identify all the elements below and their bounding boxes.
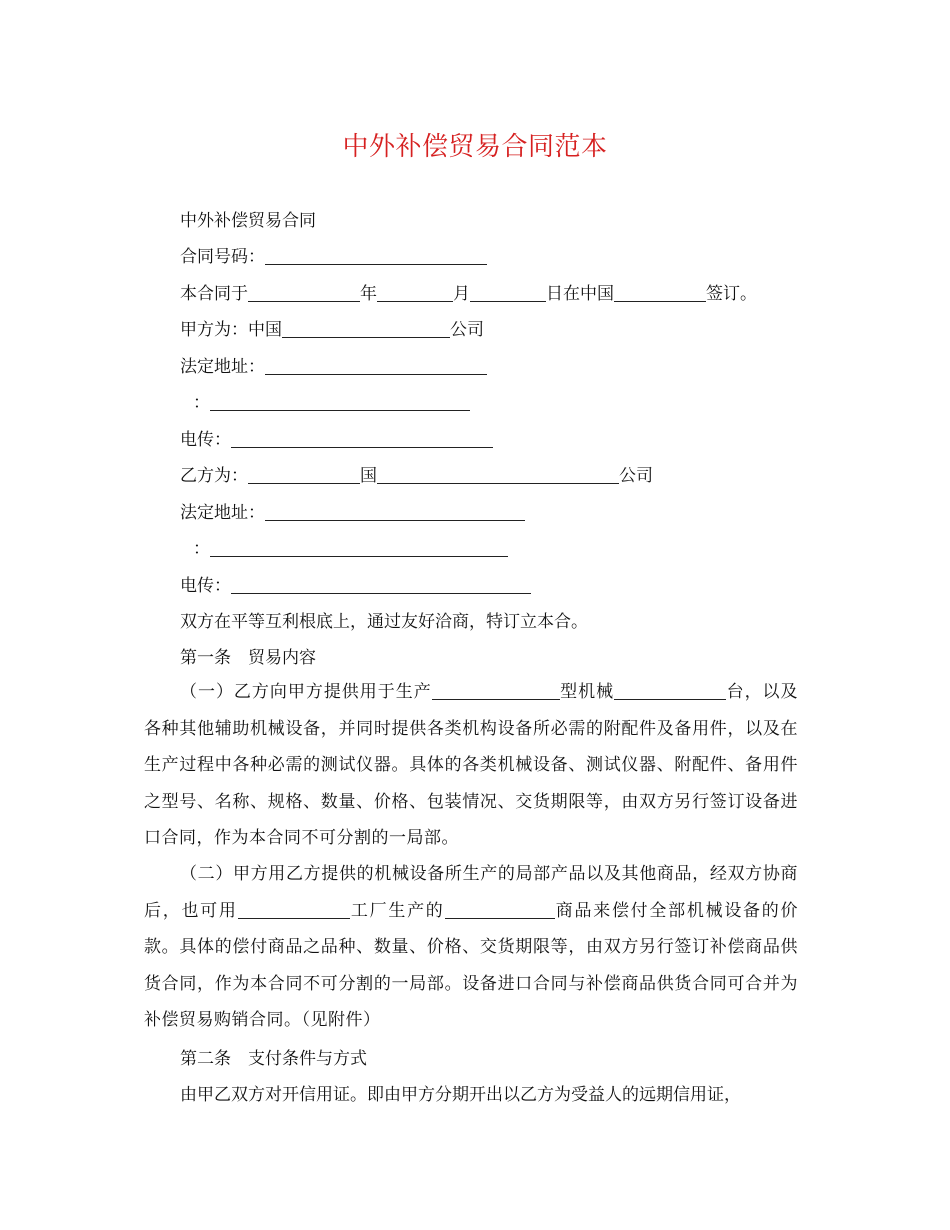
article-1-p2-part-a: （二）甲方用乙方提供的机械设备所生产的局部产品以及其他商品，经双方协商后，也可用 — [144, 864, 798, 921]
party-a-name-blank — [282, 319, 450, 338]
signing-prefix: 本合同于 — [180, 284, 248, 304]
month-label: 月 — [453, 284, 470, 304]
party-b-fax-blank — [231, 575, 531, 594]
party-b-line — [180, 464, 653, 488]
party-b-phone-line — [193, 537, 508, 561]
party-b-address-blank — [265, 502, 525, 521]
article-1-p1-part-b: 型机械 — [559, 682, 615, 702]
party-a-line — [180, 318, 484, 342]
party-a-suffix: 公司 — [450, 320, 484, 340]
party-a-label: 甲方为：中国 — [180, 320, 282, 340]
party-b-label: 乙方为： — [180, 466, 248, 486]
day-blank — [470, 283, 546, 302]
article-1-paragraph-2 — [144, 856, 798, 1039]
party-a-address-label: 法定地址： — [180, 357, 265, 377]
party-a-address-line — [180, 355, 487, 379]
article-1-p1-part-c: 台，以及各种其他辅助机械设备，并同时提供各类机构设备所必需的附配件及备用件，以及在生产过程中各种必需的测试仪器。具体的各类机械设备、测试仪器、附配件、备用件之型号、名称、规格、数量、价格、包装情况、交货期限等，由双方另行签订设备进口合同，作为本合同不可分割的一局部。 — [144, 682, 799, 848]
article-1-p1-part-a: （一）乙方向甲方提供用于生产 — [180, 682, 432, 702]
party-b-country-label: 国 — [360, 466, 377, 486]
article-1-p2-part-b: 工厂生产的 — [349, 900, 445, 921]
month-blank — [377, 283, 453, 302]
year-blank — [248, 283, 360, 302]
party-a-address-blank — [265, 356, 487, 375]
party-b-phone-blank — [210, 538, 508, 557]
party-a-phone-line — [193, 391, 470, 415]
article-2-paragraph-1: 由甲乙双方对开信用证。即由甲方分期开出以乙方为受益人的远期信用证， — [180, 1085, 741, 1105]
party-a-phone-label: ： — [193, 393, 210, 413]
article-1-paragraph-1 — [144, 674, 798, 857]
document-title: 中外补偿贸易合同范本 — [342, 132, 608, 162]
day-location-label: 日在中国 — [546, 284, 614, 304]
commodity-blank — [445, 900, 555, 919]
contract-subtitle: 中外补偿贸易合同 — [180, 211, 316, 231]
party-a-fax-label: 电传： — [180, 430, 231, 450]
party-b-fax-line — [180, 574, 531, 598]
location-blank — [614, 283, 706, 302]
party-b-address-label: 法定地址： — [180, 503, 265, 523]
contract-number-label: 合同号码： — [180, 247, 265, 267]
factory-blank — [238, 900, 350, 919]
party-b-fax-label: 电传： — [180, 576, 231, 596]
party-b-address-line — [180, 501, 525, 525]
article-2-heading: 第二条 支付条件与方式 — [180, 1049, 367, 1069]
party-a-fax-line — [180, 428, 493, 452]
party-b-country-blank — [248, 465, 360, 484]
party-a-fax-blank — [231, 429, 493, 448]
contract-number-line — [180, 245, 487, 269]
party-b-name-blank — [377, 465, 619, 484]
signing-date-line — [180, 282, 757, 306]
party-b-phone-label: ： — [193, 539, 210, 559]
preamble-text: 双方在平等互利根底上，通过友好洽商，特订立本合。 — [180, 612, 588, 632]
party-a-phone-blank — [210, 392, 470, 411]
machine-count-blank — [614, 681, 726, 700]
party-b-suffix: 公司 — [619, 466, 653, 486]
article-1-p2-part-c: 商品来偿付全部机械设备的价款。具体的偿付商品之品种、数量、价格、交货期限等，由双方另行签订补偿商品供货合同，作为本合同不可分割的一局部。设备进口合同与补偿商品供货合同可合并为补偿贸易购销合同。（见附件） — [144, 900, 799, 1030]
article-1-heading: 第一条 贸易内容 — [180, 648, 316, 668]
contract-number-blank — [265, 246, 487, 265]
year-label: 年 — [360, 284, 377, 304]
signing-suffix: 签订。 — [706, 284, 757, 304]
product-blank — [432, 681, 560, 700]
